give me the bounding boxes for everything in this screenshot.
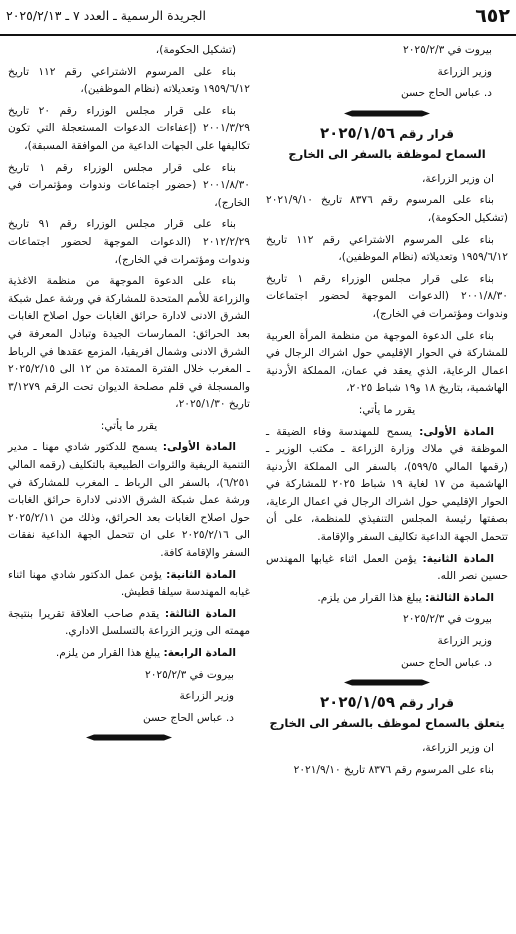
decree-title-prefix: قرار رقم [399,696,454,711]
article-text: يقدم صاحب العلاقة تقريرا بنتيجة مهمته الى وزير الزراعة بالتسلسل الاداري. [8,607,250,638]
article-label: المادة الأولى: [162,441,236,454]
separator-ornament [344,678,430,687]
minister-intro: ان وزير الزراعة، [422,742,494,755]
article-label: المادة الثالثة: [164,607,236,620]
decree-56-title [266,124,508,143]
signature-date: بيروت في ٢٠٢٥/٢/٣ [403,613,492,626]
right-column [266,42,508,783]
page-header [0,0,516,36]
article-text: يبلغ هذا القرار من يلزم. [317,591,422,604]
decides-heading: يقرر ما يأتي: [358,403,416,416]
article-paragraph [266,590,508,608]
separator-ornament [86,733,172,742]
article-label: المادة الأولى: [419,425,494,438]
signature-role: وزير الزراعة [179,690,234,703]
decree-56-subject: السماح لموظفة بالسفر الى الخارج [288,146,486,161]
basis-paragraph: بناء على قرار مجلس الوزراء رقم ٩١ تاريخ ٢٠١٢/٢/٢٩ (الدعوات الموجهة لحضور اجتماعات وندوات ومؤتمرات في الخارج)، [8,218,250,266]
basis-paragraph: بناء على قرار مجلس الوزراء رقم ١ تاريخ ٢٠٠١/٨/٣٠ (حضور اجتماعات وندوات ومؤتمرات في الخارج)، [8,161,250,209]
article-text: يسمح للمهندسة وفاء الضيقة ـ الموظفة في ملاك وزارة الزراعة ـ مكتب الوزير ـ (رقمها المالي ٥٩٩/٥)، بالسفر الى المملكة الأردنية الهاشمية من ١٧ لغاية ١٩ شباط ٢٠٢٥ للمشاركة في الحوار الإقليمي حول اشراك الرجال في اعمال الرعاية، بصفتها رئيسة المجلس التنفيذي للمنظمة، على أن تتحمل الجهة الداعية تكاليف السفر والإقامة. [266,425,508,544]
article-paragraph [8,606,250,641]
decree-59-subject: يتعلق بالسماح لموظف بالسفر الى الخارج [269,716,505,731]
signature-date: بيروت في ٢٠٢٥/٢/٣ [403,44,492,56]
basis-paragraph: بناء على الدعوة الموجهة من منظمة الاغذية والزراعة للأمم المتحدة للمشاركة في ورشة عمل شبكة الشرق الادنى لادارة حرائق الغابات حول اصلاح الغابات بعد الحرائق: الممارسات الجيدة وتبادل المعرفة في الشرق الادنى وشمال افريقيا، المزمع عقدها في الرباط ـ المغرب خلال الفترة الممتدة من ١٢ الى ٢٠٢٥/٢/١٥ والمسجلة في قلم مصلحة الديوان تحت الرقم ٣/١٢٧٩ تاريخ ٢٠٢٥/١/٣٠، [8,275,250,411]
basis-paragraph: بناء على المرسوم رقم ٨٣٧٦ تاريخ ٢٠٢١/٩/١٠ [293,763,494,776]
signature-name: د. عباس الحاج حسن [142,711,234,724]
article-label: المادة الثانية: [166,568,236,581]
decree-title-prefix: قرار رقم [399,126,454,141]
article-text: يبلغ هذا القرار من يلزم. [55,647,161,659]
page-number: ٦٥٢ [475,5,510,27]
basis-paragraph: بناء على الدعوة الموجهة من منظمة المرأة العربية للمشاركة في الحوار الإقليمي حول اشراك الرجال في اعمال الرعاية، الذي يعقد في عمان، المملكة الأردنية الهاشمية، بتاريخ ١٨ و١٩ شباط ٢٠٢٥، [266,329,508,395]
signature-date: بيروت في ٢٠٢٥/٢/٣ [145,668,234,681]
article-text: يؤمن العمل اثناء غيابها المهندس حسين نصر الله. [266,552,508,583]
minister-intro: ان وزير الزراعة، [422,172,494,185]
separator-ornament [344,109,430,118]
article-text: يسمح للدكتور شادي مهنا ـ مدير التنمية الريفية والثروات الطبيعية بالتكليف (رقمه المالي ٦/٢٥١)، بالسفر الى الرباط ـ المغرب للمشاركة في ورشة عمل شبكة الشرق الادنى لادارة حرائق الغابات حول اصلاح الغابات بعد الحرائق، وذلك من ٢٠٢٥/٢/١١ الى ٢٠٢٥/٢/١٦ على ان تتحمل الجهة الداعية نفقات السفر والإقامة كافة. [8,441,251,560]
article-paragraph [8,567,250,602]
article-paragraph [266,424,508,547]
article-paragraph [8,645,250,663]
left-column [8,42,250,748]
basis-paragraph: (تشكيل الحكومة)، [155,44,236,56]
article-text: يؤمن عمل الدكتور شادي مهنا اثناء غيابه المهندسة سيلفا قطيش. [8,568,250,599]
article-label: المادة الرابعة: [163,647,236,659]
basis-paragraph: بناء على قرار مجلس الوزراء رقم ١ تاريخ ٢٠٠١/٨/٣٠ (الدعوات الموجهة لحضور اجتماعات وندوات ومؤتمرات في الخارج)، [266,272,508,320]
basis-paragraph: بناء على المرسوم الاشتراعي رقم ١١٢ تاريخ ١٩٥٩/٦/١٢ وتعديلاته (نظام الموظفين)، [8,65,250,96]
article-paragraph [8,439,250,562]
signature-role: وزير الزراعة [437,635,492,648]
decides-heading: يقرر ما يأتي: [100,419,158,432]
gazette-header-title: الجريدة الرسمية ـ العدد ٧ ـ ٢٠٢٥/٢/١٣ [6,8,206,23]
signature-role: وزير الزراعة [437,65,492,78]
article-label: المادة الثالثة: [425,591,494,604]
basis-paragraph: بناء على المرسوم رقم ٨٣٧٦ تاريخ ٢٠٢١/٩/١٠ (تشكيل الحكومة)، [266,194,508,224]
signature-name: د. عباس الحاج حسن [400,87,492,100]
decree-number: ٢٠٢٥/١/٥٦ [320,123,396,142]
decree-number: ٢٠٢٥/١/٥٩ [320,693,396,712]
article-label: المادة الثانية: [422,552,494,565]
signature-name: د. عباس الحاج حسن [400,656,492,669]
basis-paragraph: بناء على قرار مجلس الوزراء رقم ٢٠ تاريخ ٢٠٠١/٣/٢٩ (إعفاءات الدعوات المستعجلة التي تكون تكاليفها على الجهات الداعية من الموافقة المسبقة)، [8,104,250,152]
decree-59-title [266,693,508,712]
article-paragraph [266,551,508,586]
basis-paragraph: بناء على المرسوم الاشتراعي رقم ١١٢ تاريخ ١٩٥٩/٦/١٢ وتعديلاته (نظام الموظفين)، [266,233,508,264]
